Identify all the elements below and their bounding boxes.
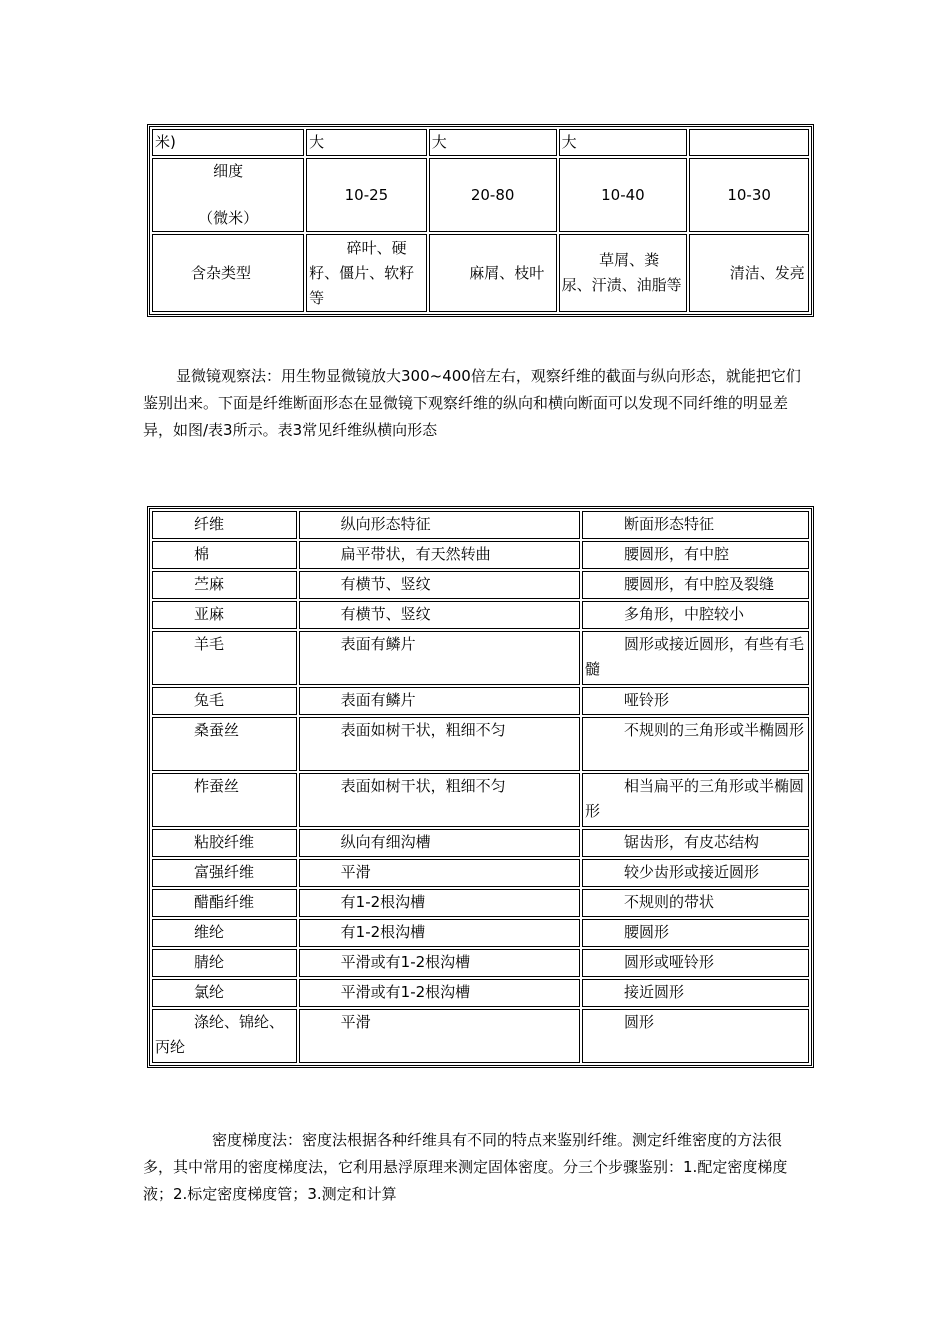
table-cell: 表面有鳞片 [299,687,580,715]
table-cell: 有横节、竖纹 [299,601,580,629]
fineness-unit: （微米） [198,209,259,227]
density-method-paragraph: 密度梯度法：密度法根据各种纤维具有不同的特点来鉴别纤维。测定纤维密度的方法很多，其中常用的密度梯度法，它利用悬浮原理来测定固体密度。分三个步骤鉴别：1.配定密度梯度液；2.标定密度梯度管；3.测定和计算 [143,1131,788,1203]
table-cell: 接近圆形 [582,979,809,1007]
impurity-label: 含杂类型 [152,234,304,312]
table-cell: 亚麻 [152,601,297,629]
table-cell: 米) [152,129,304,156]
table-cell [689,129,809,156]
table-row [152,717,809,771]
table-cell: 维纶 [152,919,297,947]
table-cell: 桑蚕丝 [152,717,297,771]
microscope-method-paragraph: 显微镜观察法：用生物显微镜放大300~400倍左右，观察纤维的截面与纵向形态，就能把它们鉴别出来。下面是纤维断面形态在显微镜下观察纤维的纵向和横向断面可以发现不同纤维的明显差异，如图/表3所示。表3常见纤维纵横向形态 [143,367,801,439]
table-cell: 10-25 [306,158,427,232]
column-header: 断面形态特征 [582,511,809,539]
table-cell: 10-40 [559,158,688,232]
table-cell: 腰圆形，有中腔及裂缝 [582,571,809,599]
table-cell: 涤纶、锦纶、丙纶 [152,1009,297,1063]
table-cell: 腰圆形 [582,919,809,947]
table-cell: 有1-2根沟槽 [299,919,580,947]
table-cell: 不规则的三角形或半椭圆形 [582,717,809,771]
table-cell: 平滑 [299,1009,580,1063]
table-cell: 相当扁平的三角形或半椭圆形 [582,773,809,827]
table-row [152,889,809,917]
table-cell: 兔毛 [152,687,297,715]
table-cell: 多角形，中腔较小 [582,601,809,629]
table-row [152,631,809,685]
table-row [152,919,809,947]
table-cell: 有1-2根沟槽 [299,889,580,917]
table-cell: 20-80 [429,158,557,232]
table-row [152,773,809,827]
table-row [152,687,809,715]
table-row [152,158,809,232]
table-row [152,571,809,599]
table-cell: 麻屑、枝叶 [429,234,557,312]
table-row [152,979,809,1007]
column-header: 纵向形态特征 [299,511,580,539]
table-row [152,601,809,629]
table-cell: 较少齿形或接近圆形 [582,859,809,887]
table-body [152,511,809,1063]
table-cell: 腰圆形，有中腔 [582,541,809,569]
table-cell: 圆形或接近圆形，有些有毛髓 [582,631,809,685]
table-cell: 表面有鳞片 [299,631,580,685]
table-cell: 草屑、粪尿、汗渍、油脂等 [559,234,688,312]
table-cell: 醋酯纤维 [152,889,297,917]
table-cell: 表面如树干状，粗细不匀 [299,773,580,827]
table-cell: 大 [306,129,427,156]
fineness-label: 细度 [213,162,244,180]
table-cell: 平滑或有1-2根沟槽 [299,979,580,1007]
table-cell: 表面如树干状，粗细不匀 [299,717,580,771]
table-cell: 棉 [152,541,297,569]
table-cell: 大 [429,129,557,156]
table-cell: 圆形 [582,1009,809,1063]
table-cell: 粘胶纤维 [152,829,297,857]
table-cell: 锯齿形，有皮芯结构 [582,829,809,857]
table-cell: 苎麻 [152,571,297,599]
table-cell: 柞蚕丝 [152,773,297,827]
fineness-label-cell [152,158,304,232]
table-row [152,1009,809,1063]
table-row [152,949,809,977]
table-cell: 羊毛 [152,631,297,685]
table-row [152,541,809,569]
table-cell: 大 [559,129,688,156]
table-cell: 碎叶、硬籽、僵片、软籽等 [306,234,427,312]
table-cell: 圆形或哑铃形 [582,949,809,977]
table-cell: 有横节、竖纹 [299,571,580,599]
table-cell: 氯纶 [152,979,297,1007]
table-row [152,829,809,857]
table-cell: 平滑或有1-2根沟槽 [299,949,580,977]
table-cell: 纵向有细沟槽 [299,829,580,857]
fiber-properties-table [147,124,814,317]
table-cell: 富强纤维 [152,859,297,887]
table-cell: 10-30 [689,158,809,232]
table-cell: 哑铃形 [582,687,809,715]
table-cell: 腈纶 [152,949,297,977]
table-cell: 平滑 [299,859,580,887]
table-row [152,234,809,312]
table-header-row [152,511,809,539]
column-header: 纤维 [152,511,297,539]
table-cell: 扁平带状，有天然转曲 [299,541,580,569]
table-cell: 清洁、发亮 [689,234,809,312]
table-row [152,129,809,156]
table-row [152,859,809,887]
table-cell: 不规则的带状 [582,889,809,917]
fiber-morphology-table [147,506,814,1068]
